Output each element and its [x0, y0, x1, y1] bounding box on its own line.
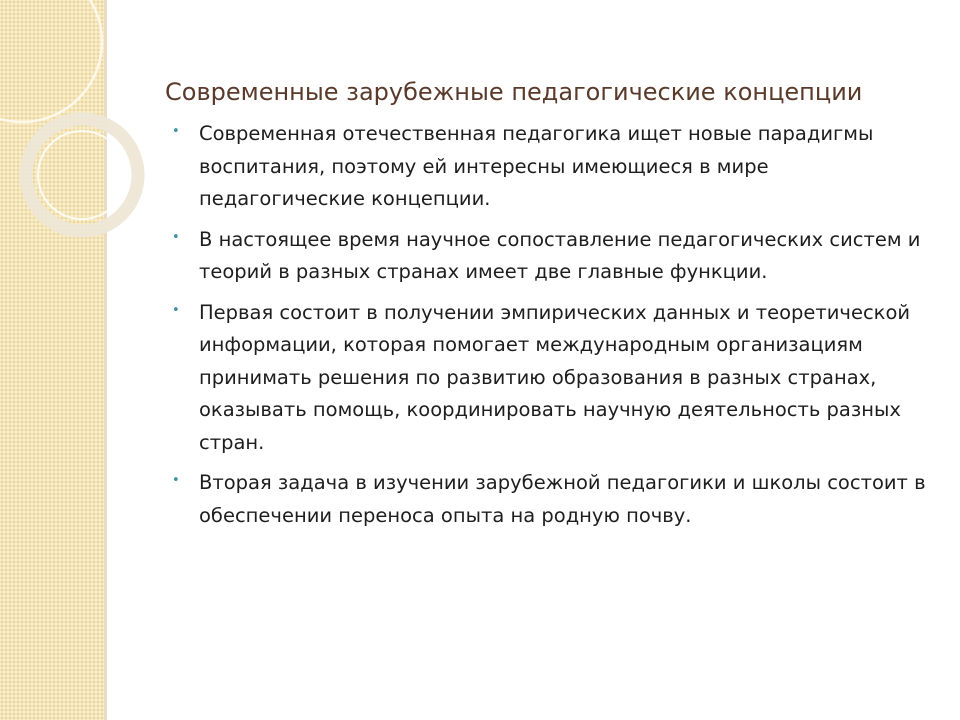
bullet-dot-icon: • — [172, 302, 180, 318]
list-item — [165, 224, 930, 289]
bullet-list — [165, 118, 930, 540]
slide-title: Современные зарубежные педагогические концепции — [165, 78, 863, 106]
bullet-dot-icon: • — [172, 124, 180, 139]
ring-inner — [38, 131, 126, 219]
bullet-text: Первая состоит в получении эмпирических данных и теоретической информации, которая помогает международным организациям принимать решения по развитию образования в разных странах, оказывать помощь, координировать научную деятельность разных стран. — [199, 300, 911, 454]
list-item — [165, 467, 930, 532]
bullet-text: В настоящее время научное сопоставление педагогических систем и теорий в разных странах имеет две главные функции. — [199, 227, 921, 283]
bullet-dot-icon: • — [172, 473, 180, 488]
bullet-dot-icon: • — [172, 229, 180, 245]
bullet-text: Вторая задача в изучении зарубежной педагогики и школы состоит в обеспечении переноса опыта на родную почву. — [199, 471, 926, 527]
list-item — [165, 118, 930, 216]
ring-large — [0, 0, 102, 122]
bullet-text: Современная отечественная педагогика ищет новые парадигмы воспитания, поэтому ей интересны имеющиеся в мире педагогические концепции. — [199, 122, 874, 210]
list-item — [165, 297, 930, 460]
ring-thick — [26, 119, 138, 231]
